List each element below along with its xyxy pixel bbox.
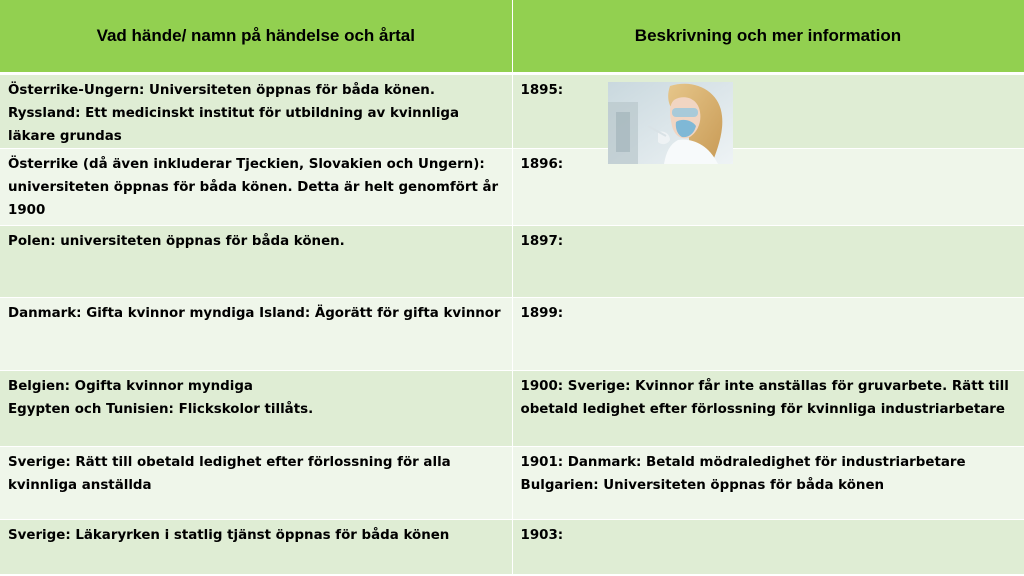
event-cell [0,371,512,447]
event-line: Sverige: Läkaryrken i statlig tjänst öppnas för båda könen [8,528,450,543]
table-row [0,447,1024,520]
table-row [0,520,1024,575]
description-cell [512,371,1024,447]
event-line: Österrike-Ungern: Universiteten öppnas för båda könen. [8,83,435,98]
event-line: Österrike (då även inkluderar Tjeckien, Slovakien och Ungern): universiteten öppnas för båda könen. Detta är helt genomfört år 1900 [8,157,499,218]
event-cell [0,74,512,149]
event-line: Polen: universiteten öppnas för båda könen. [8,234,345,249]
doctor-photo [608,82,733,164]
table-row [0,298,1024,371]
event-cell [0,149,512,226]
event-cell [0,520,512,575]
event-line: Belgien: Ogifta kvinnor myndiga [8,379,253,394]
description-line: 1897: [520,234,564,249]
event-cell [0,298,512,371]
description-cell [512,298,1024,371]
header-event: Vad hände/ namn på händelse och årtal [0,0,512,74]
table-row [0,226,1024,298]
event-line: Ryssland: Ett medicinskt institut för utbildning av kvinnliga läkare grundas [8,106,460,144]
event-line: Sverige: Rätt till obetald ledighet efter förlossning för alla kvinnliga anställda [8,455,451,493]
description-cell [512,447,1024,520]
doctor-photo-image [608,82,733,164]
description-line: 1895: [520,83,564,98]
event-cell [0,447,512,520]
event-line: Egypten och Tunisien: Flickskolor tillåts. [8,402,314,417]
table-row [0,74,1024,149]
description-line: 1903: [520,528,564,543]
table-row [0,371,1024,447]
description-cell [512,226,1024,298]
event-cell [0,226,512,298]
header-description: Beskrivning och mer information [512,0,1024,74]
description-cell [512,520,1024,575]
event-line: Danmark: Gifta kvinnor myndiga Island: Ägorätt för gifta kvinnor [8,306,501,321]
description-line: Bulgarien: Universiteten öppnas för båda könen [520,478,885,493]
header-row [0,0,1024,74]
description-cell [512,149,1024,226]
description-cell [512,74,1024,149]
description-line: 1900: Sverige: Kvinnor får inte anställas för gruvarbete. Rätt till obetald ledighet efter förlossning för kvinnliga industriarbetare [520,379,1009,417]
description-line: 1901: Danmark: Betald mödraledighet för industriarbetare [520,455,966,470]
description-line: 1896: [520,157,564,172]
description-line: 1899: [520,306,564,321]
table-row [0,149,1024,226]
